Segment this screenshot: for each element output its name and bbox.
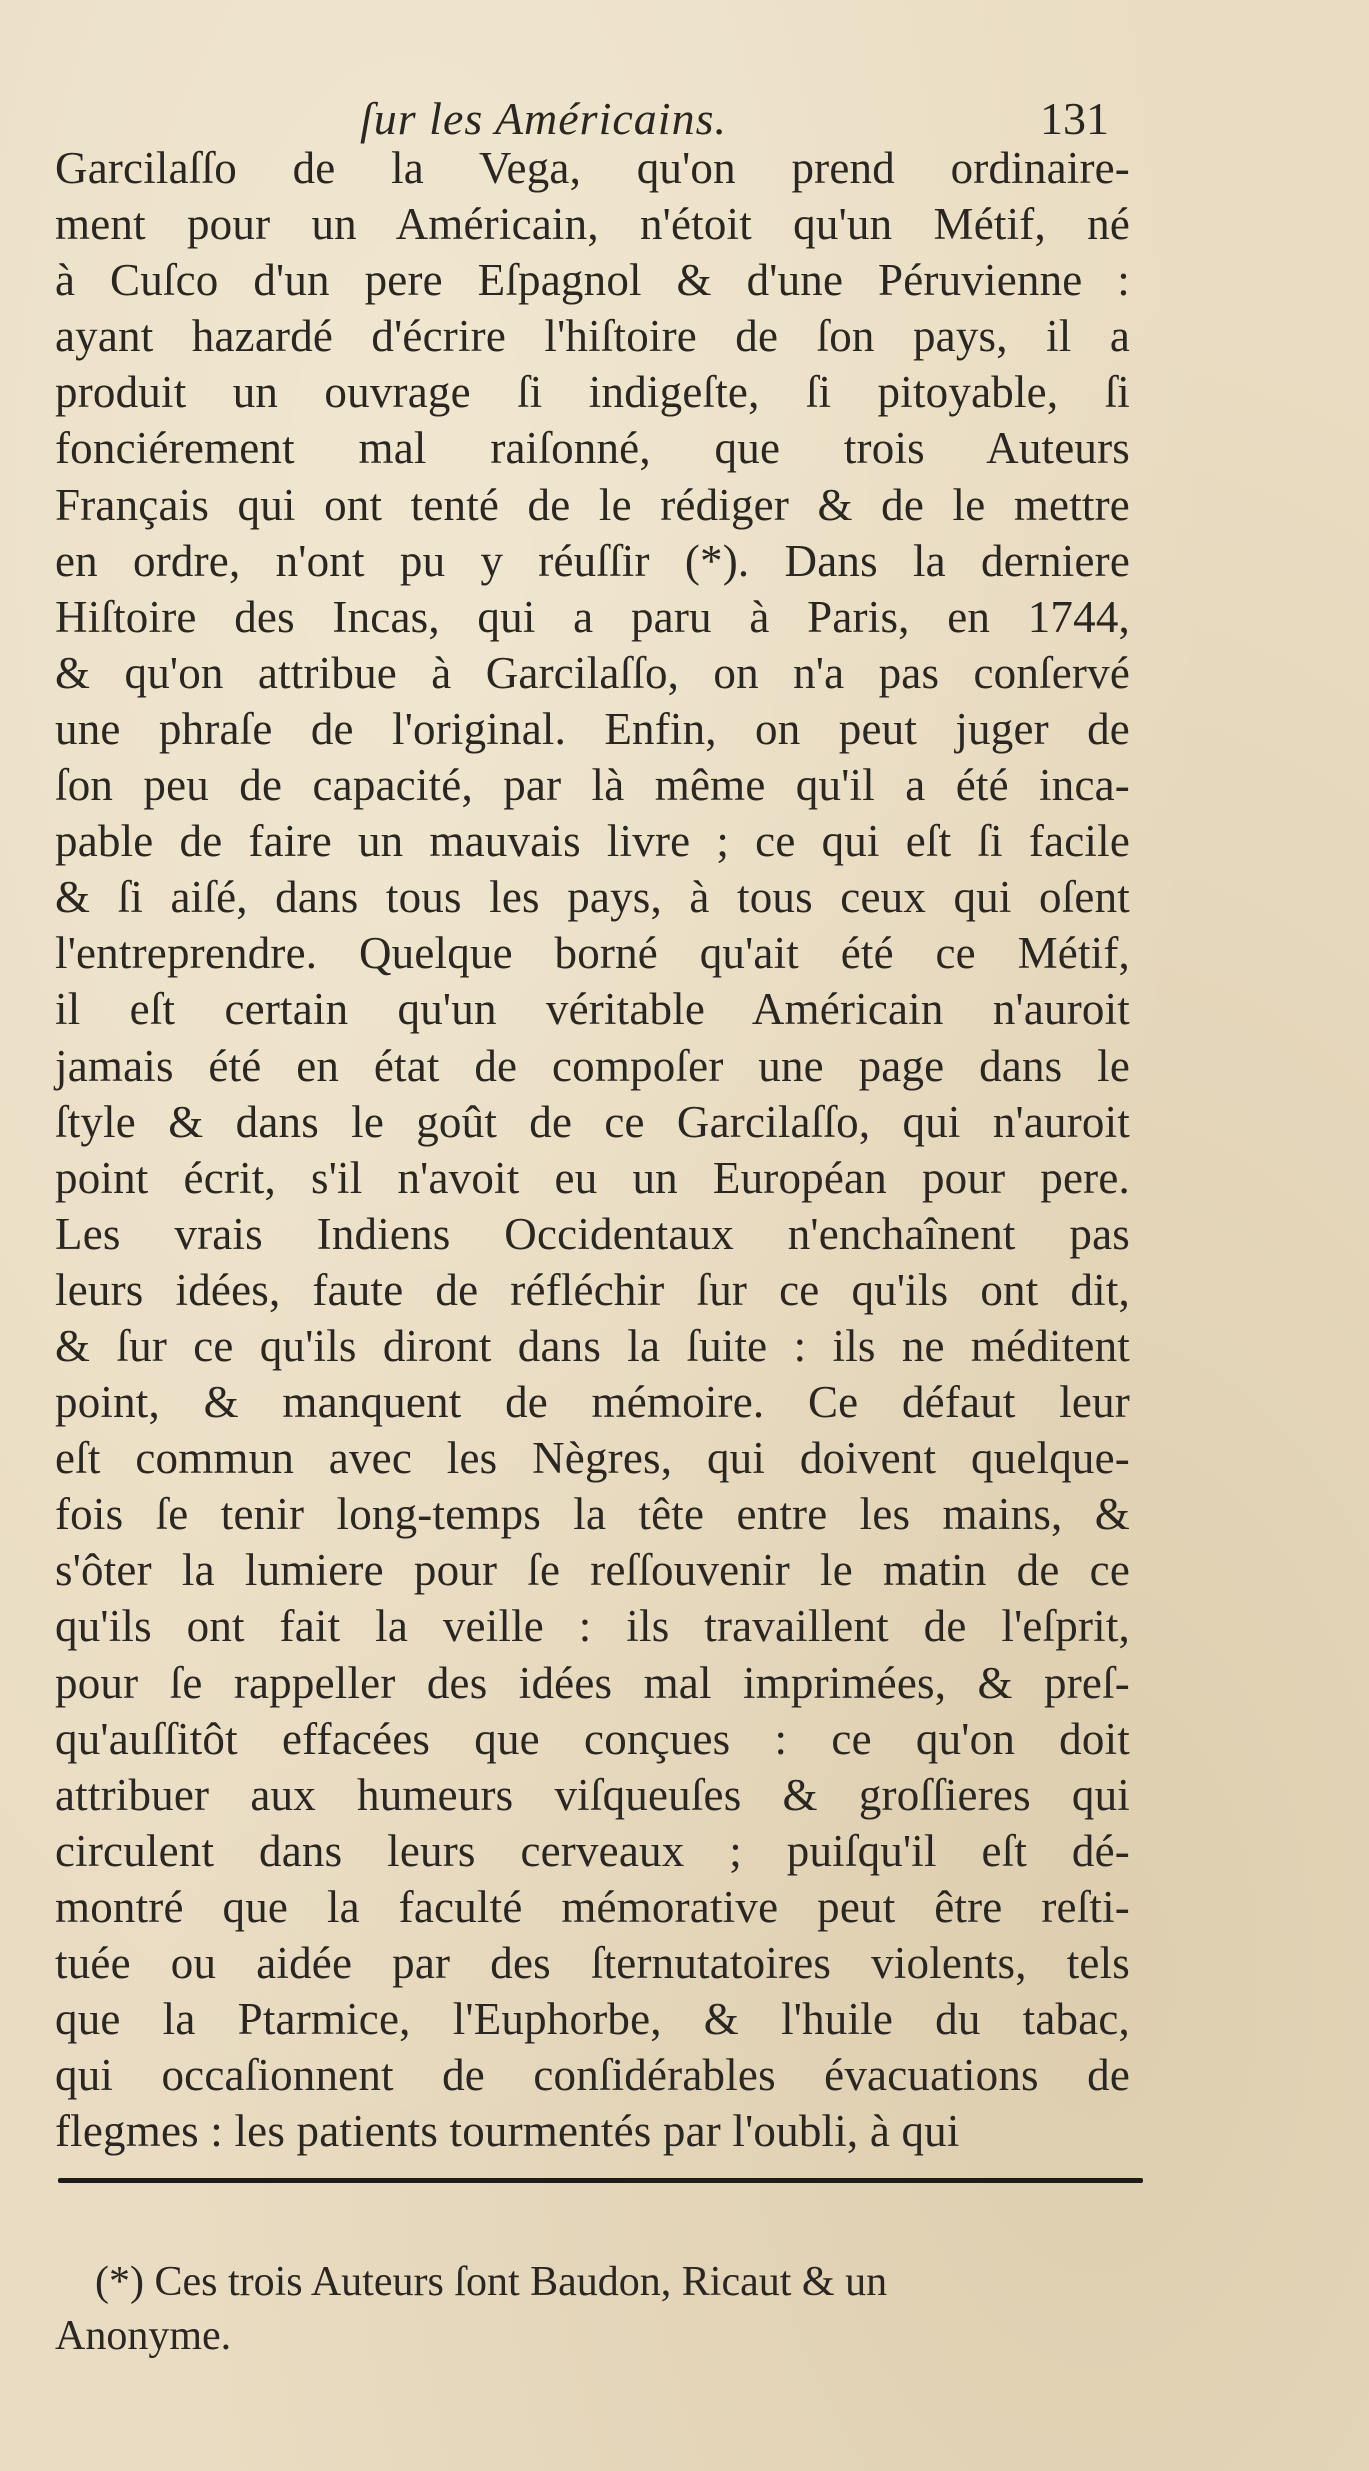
body-line: Garcilaſſo de la Vega, qu'on prend ordinaire-	[55, 143, 1130, 193]
body-line: une phraſe de l'original. Enfin, on peut juger de	[55, 703, 1130, 754]
body-line: point écrit, s'il n'avoit eu un Européan pour pere.	[55, 1152, 1130, 1203]
body-line: & ſur ce qu'ils diront dans la ſuite : ils ne méditent	[55, 1320, 1130, 1371]
body-line: il eſt certain qu'un véritable Américain n'auroit	[55, 984, 1130, 1035]
footnote-line: (*) Ces trois Auteurs ſont Baudon, Ricaut & un	[95, 2259, 888, 2305]
body-line: tuée ou aidée par des ſternutatoires violents, tels	[55, 1938, 1130, 1988]
body-line: & ſi aiſé, dans tous les pays, à tous ceux qui oſent	[55, 872, 1130, 923]
body-line: leurs idées, faute de réfléchir ſur ce qu'ils ont dit,	[55, 1264, 1130, 1315]
body-line: à Cuſco d'un pere Eſpagnol & d'une Péruvienne :	[55, 255, 1130, 306]
body-line: que la Ptarmice, l'Euphorbe, & l'huile du tabac,	[55, 1994, 1130, 2045]
body-line: produit un ouvrage ſi indigeſte, ſi pitoyable, ſi	[55, 367, 1130, 418]
body-line: montré que la faculté mémorative peut être reſti-	[55, 1881, 1130, 1932]
body-line: Hiſtoire des Incas, qui a paru à Paris, en 1744,	[55, 591, 1130, 642]
body-line: ayant hazardé d'écrire l'hiſtoire de ſon pays, il a	[55, 311, 1130, 362]
body-line: qu'auſſitôt effacées que conçues : ce qu'on doit	[55, 1713, 1130, 1764]
body-line: eſt commun avec les Nègres, qui doivent quelque-	[55, 1433, 1130, 1484]
body-line: pable de faire un mauvais livre ; ce qui eſt ſi facile	[55, 816, 1130, 867]
body-line: Français qui ont tenté de le rédiger & de le mettre	[55, 479, 1130, 530]
body-line: ment pour un Américain, n'étoit qu'un Métif, né	[55, 199, 1130, 250]
body-line: & qu'on attribue à Garcilaſſo, on n'a pas conſervé	[55, 647, 1130, 698]
body-line: attribuer aux humeurs viſqueuſes & groſſieres qui	[55, 1769, 1130, 1820]
footnote-divider	[58, 2178, 1143, 2183]
running-title: ſur les Américains.	[360, 93, 727, 144]
body-line: qui occaſionnent de conſidérables évacuations de	[55, 2050, 1130, 2101]
body-line: en ordre, n'ont pu y réuſſir (*). Dans la derniere	[55, 535, 1130, 586]
body-line: fois ſe tenir long-temps la tête entre les mains, &	[55, 1489, 1130, 1540]
footnote	[55, 2255, 1140, 2363]
body-line: Les vrais Indiens Occidentaux n'enchaînent pas	[55, 1208, 1130, 1259]
body-line: pour ſe rappeller des idées mal imprimées, & preſ-	[55, 1657, 1130, 1708]
body-line: fonciérement mal raiſonné, que trois Auteurs	[55, 423, 1130, 474]
page-number: 131	[1040, 93, 1109, 144]
body-line: circulent dans leurs cerveaux ; puiſqu'il eſt dé-	[55, 1825, 1130, 1876]
body-line: flegmes : les patients tourmentés par l'oubli, à qui	[55, 2106, 960, 2157]
body-line: l'entreprendre. Quelque borné qu'ait été ce Métif,	[55, 928, 1130, 979]
body-line: qu'ils ont fait la veille : ils travaillent de l'eſprit,	[55, 1601, 1130, 1652]
body-line: point, & manquent de mémoire. Ce défaut leur	[55, 1377, 1130, 1428]
body-line: ſtyle & dans le goût de ce Garcilaſſo, qui n'auroit	[55, 1096, 1130, 1147]
body-line: s'ôter la lumiere pour ſe reſſouvenir le matin de ce	[55, 1545, 1130, 1596]
body-text	[55, 140, 1130, 2159]
footnote-line: Anonyme.	[55, 2313, 232, 2359]
body-line: ſon peu de capacité, par là même qu'il a été inca-	[55, 760, 1130, 811]
body-line: jamais été en état de compoſer une page dans le	[55, 1040, 1130, 1091]
